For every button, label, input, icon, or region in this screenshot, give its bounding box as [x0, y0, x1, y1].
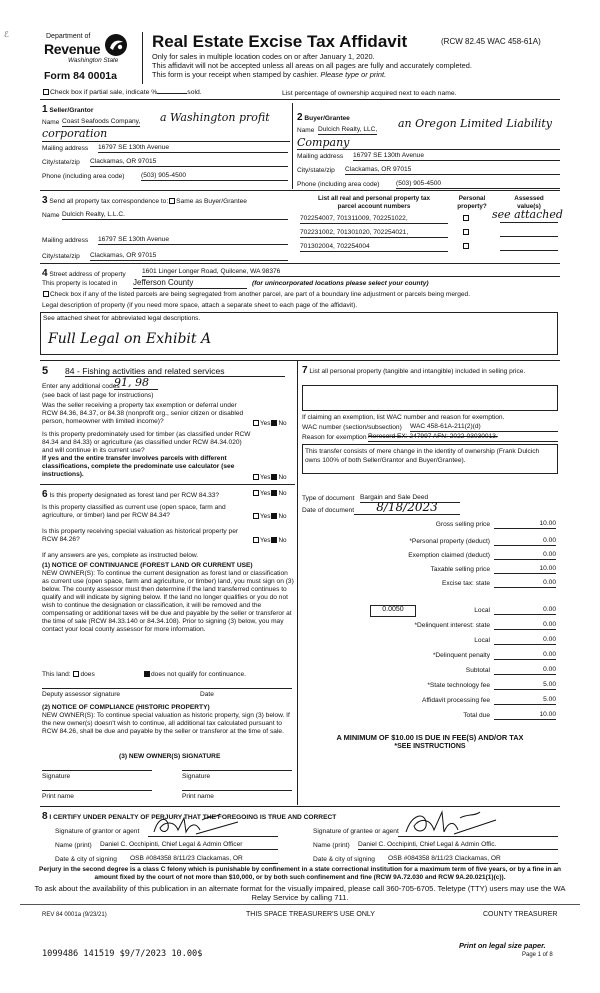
legal-paper-note: Print on legal size paper. [459, 941, 546, 950]
sec6-q3: Is this property receiving special valuation as historical property per RCW 84.26? [42, 528, 239, 543]
page-number: Page 1 of 8 [522, 952, 553, 958]
segregated-checkbox[interactable] [43, 291, 49, 297]
new-owner-sig-title: (3) NEW OWNER(S) SIGNATURE [119, 753, 221, 760]
subtotal-value[interactable]: 0.00 [494, 666, 556, 675]
sec2-name-label: Name [297, 127, 315, 134]
county-note: (for unincorporated locations please select your county) [252, 280, 429, 287]
grantee-sig-label: Signature of grantee or agent [313, 828, 399, 835]
grantor-signature[interactable] [150, 812, 240, 838]
tax-mail[interactable]: 16797 SE 130th Avenue [98, 236, 288, 245]
parcels-header: List all real and personal property tax parcel account numbers [318, 195, 430, 210]
grantee-name[interactable]: Daniel C. Occhipinti, Chief Legal & Admin Offic. [358, 841, 558, 850]
sec6-if-any: If any answers are yes, complete as instructed below. [42, 552, 199, 559]
partial-sale-checkbox[interactable] [43, 89, 49, 95]
owner-sig-line-2 [182, 770, 292, 771]
handwritten-mark: ℰ [4, 30, 9, 39]
buyer-name-hand-2: Company [297, 136, 350, 149]
owner-print-line-2 [182, 790, 292, 791]
sec5-num: 5 [42, 365, 49, 377]
grantor-date-label: Date & city of signing [55, 856, 117, 863]
sec6-q2: Is this property classified as current use (open space, farm and agriculture, or timber) land per RCW 84.34? [42, 504, 226, 519]
sec3-heading: 3 Send all property tax correspondence to: Same as Buyer/Grantee [42, 195, 247, 206]
legal-label: Legal description of property (if you need more space, attach a separate sheet to each page of the affidavit). [42, 302, 358, 309]
delinq-int-state-label: *Delinquent interest: state [414, 622, 490, 629]
legal-hand: Full Legal on Exhibit A [48, 331, 212, 347]
form-title: Real Estate Excise Tax Affidavit [152, 32, 408, 51]
dor-logo-icon [104, 33, 128, 57]
treasurer-only: THIS SPACE TREASURER'S USE ONLY [246, 911, 375, 918]
county-treasurer: COUNTY TREASURER [483, 911, 558, 918]
seller-name-hand-2: corporation [42, 127, 108, 140]
notice-compliance-body: NEW OWNER(S): To continue special valuation as historic property, sign (3) below. If the new owner(s) doesn't wish to continue, all additional tax calculated pursuant to RCW 84.26, shall be due and payable by the seller or transferor at the time of sale. [42, 712, 290, 736]
sec1-rule [42, 141, 290, 142]
buyer-name-typed[interactable]: Dulcich Realty, LLC, [318, 126, 378, 133]
taxable-label: Taxable selling price [430, 566, 490, 573]
owner-sig-line-1 [42, 770, 152, 771]
grantee-signature[interactable] [400, 808, 500, 838]
sec2-city-label: City/state/zip [297, 167, 335, 174]
form-title-ref: (RCW 82.45 WAC 458-61A) [441, 37, 541, 46]
sec12-divider [292, 103, 293, 189]
buyer-phone[interactable]: (503) 905-4500 [396, 180, 560, 189]
revision: REV 84 0001a (9/23/21) [42, 912, 107, 918]
grantor-sig-line [148, 836, 278, 837]
segregated-note: Check box if any of the listed parcels are being segregated from another parcel, are part of a boundary line adjustment or parcels being merged. [42, 291, 470, 299]
delinq-int-state-value[interactable]: 0.00 [494, 621, 556, 630]
sec5-q1-answer[interactable]: Yes No [252, 420, 287, 428]
doc-type-label: Type of document [302, 495, 355, 502]
total-due-value[interactable]: 10.00 [494, 711, 556, 720]
footer-dashed-rule [20, 904, 580, 905]
wac-label: WAC number (section/subsection) [302, 424, 402, 431]
owner-sig-label-1: Signature [42, 773, 71, 780]
local-value[interactable]: 0.00 [494, 606, 556, 615]
addl-codes-label: Enter any additional codes [42, 383, 120, 390]
delinq-int-local-label: Local [474, 637, 490, 644]
grantee-name-label: Name (print) [313, 842, 350, 849]
grantee-sig-line [398, 836, 558, 837]
exempt-label: If claiming an exemption, list WAC number and reason for exemption. [302, 414, 505, 421]
sec4-located-label: This property is located in [42, 280, 118, 287]
sec4-bottom-rule [40, 360, 560, 361]
seller-mail[interactable]: 16797 SE 130th Avenue [98, 144, 288, 153]
form-number: Form 84 0001a [44, 70, 117, 82]
notice-2: This affidavit will not be accepted unless all areas on all pages are fully and accurately completed. [152, 61, 472, 70]
sec5-bottom-rule [40, 484, 295, 485]
sec7-bottom-rule [40, 806, 560, 807]
sec3-city-label: City/state/zip [42, 253, 80, 260]
header-divider [142, 32, 143, 84]
exempt-claimed-label: Exemption claimed (deduct) [408, 552, 490, 559]
assessed-hand: see attached [492, 208, 563, 221]
assessed-rule-3 [500, 250, 558, 251]
parcel-row[interactable]: 702254007, 701311009, 702251022, [300, 215, 448, 224]
seller-phone[interactable]: (503) 905-4500 [141, 172, 288, 181]
land-qualify: This land: does [42, 671, 95, 678]
dept-name: Revenue [44, 41, 101, 57]
processing-fee-label: Affidavit processing fee [421, 697, 490, 704]
sec4-address-label: 4 Street address of property [42, 268, 126, 279]
excise-state-value[interactable]: 0.00 [494, 579, 556, 588]
local-rate[interactable]: 0.0050 [370, 605, 416, 617]
header-rule [40, 99, 560, 100]
notice-continuance-title: (1) NOTICE OF CONTINUANCE (FOREST LAND OR CURRENT USE) [42, 562, 253, 569]
seller-name-hand: a Washington profit [160, 111, 270, 124]
same-as-buyer-checkbox[interactable] [169, 198, 175, 204]
doc-type[interactable]: Bargain and Sale Deed [360, 494, 460, 503]
personal-label: *Personal property (deduct) [409, 538, 490, 545]
reason-struck: Rerecord EX: 247997 AFN: 2022-03030013. [368, 433, 558, 442]
subtotal-label: Subtotal [465, 667, 490, 674]
addl-codes-hand[interactable]: 91, 98 [114, 376, 158, 390]
buyer-city[interactable]: Clackamas, OR 97015 [345, 166, 560, 175]
sec2-mail-label: Mailing address [297, 153, 344, 160]
owner-print-line-1 [42, 790, 152, 791]
owner-sig-label-2: Signature [182, 773, 211, 780]
gross-value[interactable]: 10.00 [494, 520, 556, 529]
minimum-due: A MINIMUM OF $10.00 IS DUE IN FEE(S) AND/OR TAX [336, 733, 524, 742]
partial-list-note: List percentage of ownership acquired next to each name. [282, 90, 457, 97]
receipt-stamp: 1099486 141519 $9/7/2023 10.00$ [42, 949, 203, 959]
alt-format-notice: To ask about the availability of this publication in an alternate format for the visually impaired, please call 360-705-6705. Teletype (TTY) users may use the WA Relay Service by calling 711. [34, 884, 566, 903]
personal-value[interactable]: 0.00 [494, 537, 556, 546]
sec6-q1-answer[interactable]: Yes No [252, 490, 287, 498]
certify: 8 I CERTIFY UNDER PENALTY OF PERJURY THAT THE FOREGOING IS TRUE AND CORRECT [42, 811, 337, 822]
sec7-heading: 7 List all personal property (tangible and intangible) included in selling price. [302, 365, 526, 376]
parcel-row[interactable]: 702231002, 701301020, 702254021, [300, 229, 448, 238]
deputy-line [42, 688, 292, 689]
grantor-name[interactable]: Daniel C. Occhipinti, Chief Legal & Admin Officer [100, 841, 278, 850]
see-instructions: *SEE INSTRUCTIONS [394, 743, 466, 750]
sec3-name-label: Name [42, 212, 60, 219]
tech-fee-value[interactable]: 5.00 [494, 681, 556, 690]
wac-number[interactable]: WAC 458-61A-211(2)(d) [410, 423, 558, 432]
doc-date-label: Date of document [302, 507, 355, 514]
sec1-heading: 1 Seller/Grantor [42, 104, 94, 115]
sec67-divider [297, 361, 298, 805]
total-due-label: Total due [463, 712, 490, 719]
land-does-checkbox[interactable] [73, 671, 79, 677]
grantee-date-label: Date & city of signing [313, 856, 375, 863]
sec3-mail-label: Mailing address [42, 237, 89, 244]
exempt-claimed-value[interactable]: 0.00 [494, 551, 556, 560]
owner-print-label-2: Print name [182, 793, 214, 800]
sec6-q2-answer[interactable]: Yes No [252, 513, 287, 521]
processing-fee-value[interactable]: 5.00 [494, 696, 556, 705]
property-address[interactable]: 1601 Linger Longer Road, Quilcene, WA 98376 [142, 268, 560, 277]
assessed-rule-2 [500, 236, 558, 237]
notice-compliance-title: (2) NOTICE OF COMPLIANCE (HISTORIC PROPERTY) [42, 704, 210, 711]
land-does-not: does not qualify for continuance. [143, 671, 246, 679]
grantor-date[interactable]: OSB #084358 8/11/23 Clackamas, OR [130, 855, 278, 864]
gross-label: Gross selling price [435, 521, 490, 528]
addl-codes-note: (see back of last page for instructions) [42, 392, 154, 399]
land-does-not-checkbox[interactable] [144, 671, 150, 677]
reason-text: This transfer consists of mere change in the identity of ownership (Frank Dulcich owns 100% of both Seller/Grantor and Buyer/Grantee). [305, 448, 540, 465]
notice-1: Only for sales in multiple location codes on or after January 1, 2020. [152, 52, 375, 61]
personal-header: Personal property? [457, 195, 487, 210]
dept-line1: Department of [46, 33, 91, 40]
tech-fee-label: *State technology fee [427, 682, 490, 689]
delinq-int-local-value[interactable]: 0.00 [494, 636, 556, 645]
local-label: Local [474, 607, 490, 614]
parcel-row[interactable]: 701302004, 702254004 [300, 243, 448, 252]
reason-label: Reason for exemption [302, 434, 367, 441]
taxable-value[interactable]: 10.00 [494, 565, 556, 574]
sec1-city-label: City/state/zip [42, 159, 80, 166]
assessed-header: Assessed value(s) [514, 195, 544, 210]
deputy-label: Deputy assessor signature [42, 691, 121, 698]
personal-property-box[interactable] [302, 385, 558, 411]
county-select[interactable]: Jefferson County [133, 278, 247, 289]
personal-checkbox-3[interactable] [462, 243, 470, 251]
use-code-select[interactable]: 84 - Fishing activities and related services [65, 366, 285, 377]
deputy-date-label: Date [200, 691, 214, 698]
excise-state-label: Excise tax: state [441, 580, 490, 587]
delinq-penalty-label: *Delinquent penalty [432, 652, 490, 659]
sec5-q2: Is this property predominately used for timber (as classified under RCW 84.34 and 84.33) or agriculture (as classified under RCW 84.34.020) and will continue in its current use? [42, 431, 251, 454]
sec6-q3-answer[interactable]: Yes No [252, 537, 287, 545]
buyer-mail[interactable]: 16797 SE 130th Avenue [353, 152, 560, 161]
tax-name[interactable]: Dulcich Realty, L.L.C. [62, 211, 288, 220]
sec1-phone-label: Phone (including area code) [42, 173, 125, 180]
owner-print-label-1: Print name [42, 793, 74, 800]
sec1-mail-label: Mailing address [42, 145, 89, 152]
sec6-q1: 6 Is this property designated as forest land per RCW 84.33? [42, 489, 220, 500]
tax-city[interactable]: Clackamas, OR 97015 [90, 252, 288, 261]
notice-continuance-body: NEW OWNER(S): To continue the current designation as forest land or classification as current use (open space, farm and agriculture, or timber) land, you must sign on (3) below. The county assessor must then determine if the land transferred continues to qualify and will indicate by signing below. If the land no longer qualifies or you do not wish to continue the designation or classification, it will be removed and the compensating or additional taxes will be due and payable by the seller or transferor at the time of sale (RCW 84.33.140 or 84.34.108). Prior to signing (3) below, you may contact your local county assessor for more information. [42, 570, 294, 634]
perjury-notice: Perjury in the second degree is a class C felony which is punishable by confinement in a state correctional institution for a maximum term of five years, or by a fine in an amount fixed by the court of not more than $10,000, or by both such confinement and fine (RCW 9A.72.030 and RCW 9A.20.021(1)(c)). [39, 866, 561, 882]
sec2-heading: 2 Buyer/Grantee [297, 112, 350, 123]
assessed-rule-1 [500, 222, 558, 223]
sec5-q2b: If yes and the entire transfer involves parcels with different classifications, complete the predominate use calculator (see instructions). [42, 455, 235, 478]
grantor-sig-label: Signature of grantor or agent [55, 828, 140, 835]
sec3-bottom-rule [40, 263, 560, 264]
seller-name-typed[interactable]: Coast Seafoods Company, [62, 118, 141, 125]
delinq-penalty-value[interactable]: 0.00 [494, 651, 556, 660]
sec2-rule [297, 149, 560, 150]
personal-checkbox-2[interactable] [462, 229, 470, 237]
buyer-name-hand: an Oregon Limited Liability [398, 117, 553, 130]
personal-checkbox-1[interactable] [462, 215, 470, 223]
sec1-name-label: Name [42, 119, 60, 126]
seller-city[interactable]: Clackamas, OR 97015 [90, 158, 288, 167]
doc-date[interactable]: 8/18/2023 [354, 500, 460, 515]
sec2-phone-label: Phone (including area code) [297, 181, 380, 188]
sec5-q1: Was the seller receiving a property tax exemption or deferral under RCW 84.36, 84.37, or 84.38 (nonprofit org., senior citizen or disabled person, homeowner with limited income)? [42, 402, 244, 425]
notice-3: This form is your receipt when stamped by cashier. Please type or print. [152, 70, 387, 79]
dept-state: Washington State [68, 57, 119, 64]
grantor-name-label: Name (print) [55, 842, 92, 849]
legal-typed: See attached sheet for abbreviated legal descriptions. [43, 315, 201, 322]
sec5-q2-answer[interactable]: Yes No [252, 474, 287, 482]
sec2-bottom-rule [40, 190, 560, 191]
partial-sale: Check box if partial sale, indicate % sold. [42, 89, 202, 97]
grantee-date[interactable]: OSB #084358 8/11/23 Clackamas, OR [388, 855, 558, 864]
